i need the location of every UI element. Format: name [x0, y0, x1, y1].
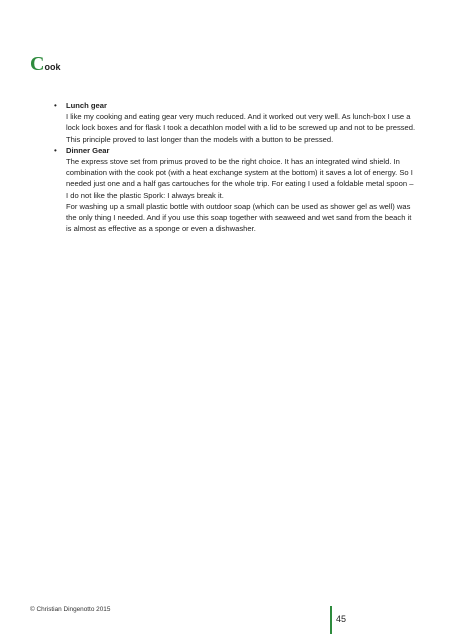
- heading-rest: ook: [44, 62, 61, 72]
- heading-initial: C: [30, 53, 45, 75]
- section-heading: [30, 54, 60, 74]
- item-paragraph: I like my cooking and eating gear very much reduced. And it worked out very well. As lunch-box I use a lock lock boxes and for flask I took a decathlon model with a lid to be screwed up and not to be pressed. This principle proved to last longer than the models with a button to be pressed.: [66, 112, 416, 144]
- footer-copyright: © Christian Dingenotto 2015: [30, 606, 111, 613]
- item-paragraph: The express stove set from primus proved to be the right choice. It has an integrated wind shield. In combination with the cook pot (with a heat exchange system at the bottom) it saves a lot of energy. So I needed just one and a half gas cartouches for the whole trip. For eating I used a foldable metal spoon – I do not like the plastic Spork: I always break it.: [66, 157, 414, 200]
- list-item-lunch-gear: [54, 100, 416, 145]
- bullet-list: [54, 100, 416, 234]
- list-item-dinner-gear: [54, 145, 416, 235]
- page-number: 45: [336, 614, 347, 624]
- page-number-rule: [330, 606, 332, 634]
- item-title: Dinner Gear: [66, 145, 110, 155]
- bullet-icon: •: [54, 145, 57, 155]
- bullet-icon: •: [54, 101, 57, 110]
- item-paragraph: For washing up a small plastic bottle with outdoor soap (which can be used as shower gel as well) was the only thing I needed. And if you use this soap together with seaweed and wet sand from the beach it is almost as effective as a sponge or even a dishwasher.: [66, 201, 412, 234]
- item-title: Lunch gear: [66, 101, 107, 110]
